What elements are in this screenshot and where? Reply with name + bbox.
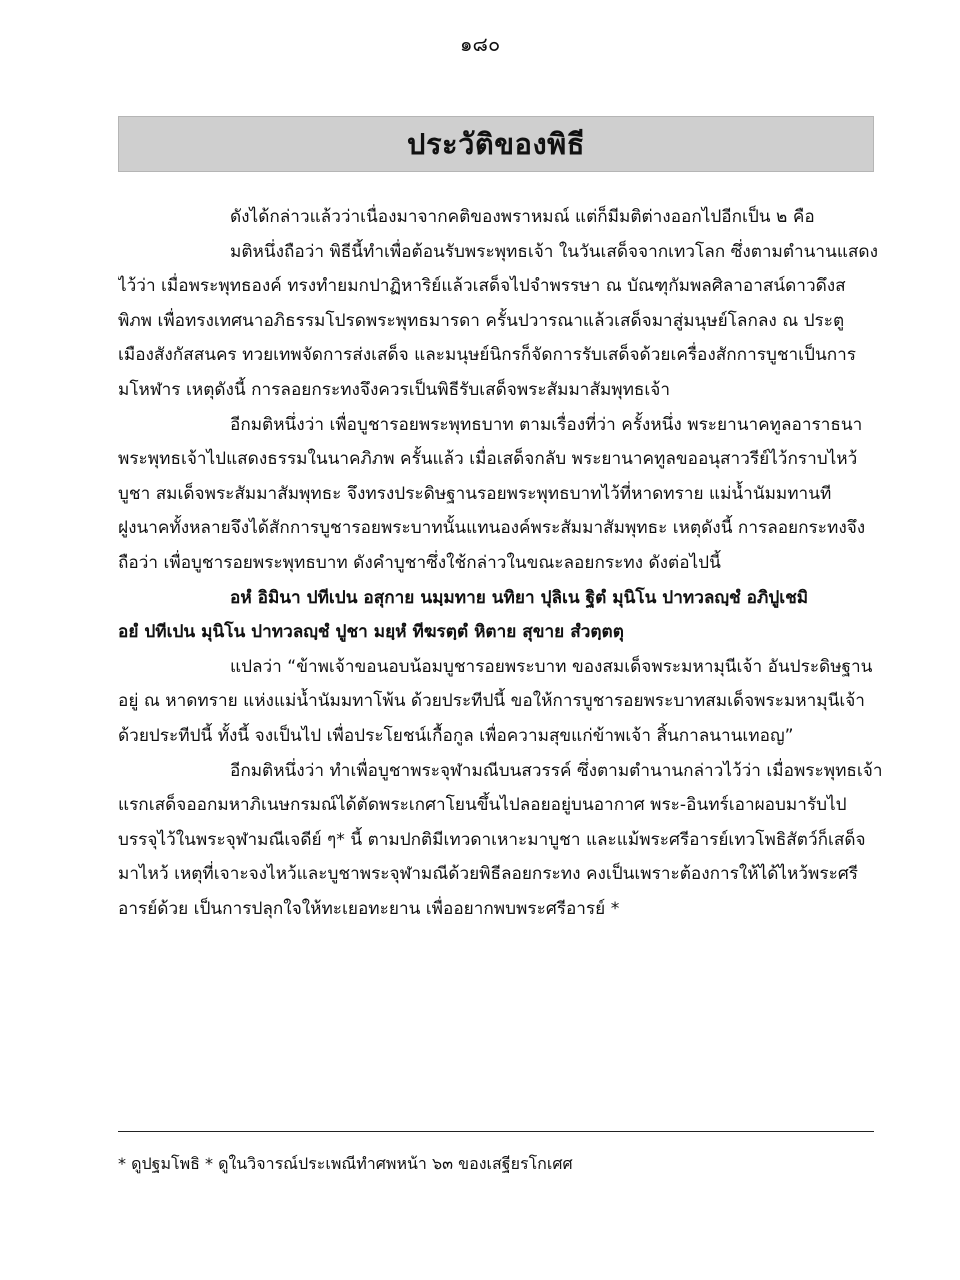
text-line: แปลว่า “ข้าพเจ้าขอนอบน้อมบูชารอยพระบาท ของสมเด็จพระมหามุนีเจ้า อันประดิษฐาน [230,656,873,677]
footnote: * ดูปฐมโพธิ * ดูในวิจารณ์ประเพณีทำศพหน้า ๖๓ ของเสฐียรโกเศศ [118,1154,573,1173]
text-line: ดังได้กล่าวแล้วว่าเนื่องมาจากคติของพราหมณ์ แต่ก็มีมติต่างออกไปอีกเป็น ๒ คือ [230,207,815,227]
text-line: ด้วยประทีปนี้ ทั้งนี้ จงเป็นไป เพื่อประโยชน์เกื้อกูล เพื่อความสุขแก่ข้าพเจ้า สิ้นกาลนานเทอญ” [118,725,794,746]
text-line: ถือว่า เพื่อบูชารอยพระพุทธบาท ดังคำบูชาซึ่งใช้กล่าวในขณะลอยกระทง ดังต่อไปนี้ [118,552,721,573]
title-banner [118,116,874,172]
text-line: แรกเสด็จออกมหาภิเนษกรมณ์ได้ตัดพระเกศาโยนขึ้นไปลอยอยู่บนอากาศ พระ-อินทร์เอาผอบมารับไป [118,795,847,816]
text-line: ไว้ว่า เมื่อพระพุทธองค์ ทรงทำยมกปาฏิหาริย์แล้วเสด็จไปจำพรรษา ณ บัณฑุกัมพลศิลาอาสน์ดาวดึงส [118,276,846,297]
text-line: พิภพ เพื่อทรงเทศนาอภิธรรมโปรดพระพุทธมารดา ครั้นปวารณาแล้วเสด็จมาสู่มนุษย์โลกลง ณ ประตู [118,310,845,331]
body-text [118,200,902,926]
text-line: มโหฬาร เหตุดังนี้ การลอยกระทงจึงควรเป็นพิธีรับเสด็จพระสัมมาสัมพุทธเจ้า [118,379,671,400]
footnote-divider [118,1131,874,1132]
page-number: ๑๘๐ [459,32,501,56]
text-line: มติหนึ่งถือว่า พิธีนี้ทำเพื่อต้อนรับพระพุทธเจ้า ในวันเสด็จจากเทวโลก ซึ่งตามตำนานแสดง [230,241,878,262]
text-line: ฝูงนาคทั้งหลายจึงได้สักการบูชารอยพระบาทนั้นแทนองค์พระสัมมาสัมพุทธะ เหตุดังนี้ การลอยกระทงจึง [118,518,866,539]
page-title: ประวัติของพิธี [407,127,585,161]
text-line: อารย์ด้วย เป็นการปลุกใจให้ทะเยอทะยาน เพื่ออยากพบพระศรีอารย์ * [118,898,620,919]
text-line: อีกมติหนึ่งว่า ทำเพื่อบูชาพระจุฬามณีบนสวรรค์ ซึ่งตามตำนานกล่าวไว้ว่า เมื่อพระพุทธเจ้า [230,760,883,781]
text-line: อีกมติหนึ่งว่า เพื่อบูชารอยพระพุทธบาท ตามเรื่องที่ว่า ครั้งหนึ่ง พระยานาคทูลอาราธนา [230,414,863,435]
text-line: บูชา สมเด็จพระสัมมาสัมพุทธะ จึงทรงประดิษฐานรอยพระพุทธบาทไว้ที่หาดทราย แม่น้ำนัมมทานที [118,483,832,504]
text-line: เมืองสังกัสสนคร ทวยเทพจัดการส่งเสด็จ และมนุษย์นิกรก็จัดการรับเสด็จด้วยเครื่องสักการบูชาเป็นการ [118,345,856,366]
pali-verse-line: อหํ อิมินา ปทีเปน อสุกาย นมฺมทาย นทิยา ปุลิเน ฐิตํ มุนิโน ปาทวลญฺชํ อภิปูเชมิ [230,587,809,608]
text-line: บรรจุไว้ในพระจุฬามณีเจดีย์ ๆ* นี้ ตามปกติมีเทวดาเหาะมาบูชา และแม้พระศรีอารย์เทวโพธิสัตว์ก็เสด็จ [118,829,866,850]
pali-verse-line: อยํ ปทีเปน มุนิโน ปาทวลญฺชํ ปูชา มยฺหํ ทีฆรตฺตํ หิตาย สุขาย สํวตฺตตุ [118,622,624,643]
text-line: อยู่ ณ หาดทราย แห่งแม่น้ำนัมมทาโพ้น ด้วยประทีปนี้ ขอให้การบูชารอยพระบาทสมเด็จพระมหามุนีเจ้า [118,691,865,712]
text-line: มาไหว้ เหตุที่เจาะจงไหว้และบูชาพระจุฬามณีด้วยพิธีลอยกระทง คงเป็นเพราะต้องการให้ได้ไหว้พระศรี [118,864,858,885]
text-line: พระพุทธเจ้าไปแสดงธรรมในนาคภิภพ ครั้นแล้ว เมื่อเสด็จกลับ พระยานาคทูลขออนุสาวรีย์ไว้กราบไหว้ [118,449,858,470]
